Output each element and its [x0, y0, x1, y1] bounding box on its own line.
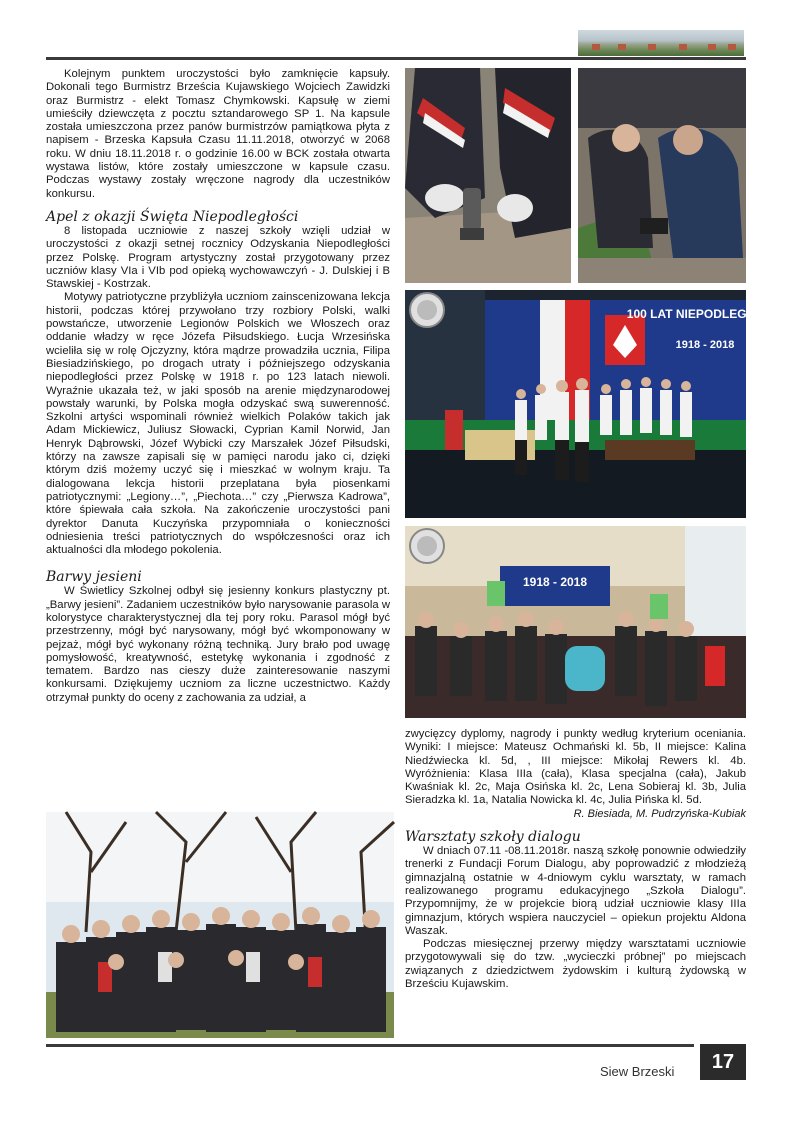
stage-banner-text: 100 LAT NIEPODLEGŁOŚCI — [626, 307, 784, 321]
right-column — [405, 728, 746, 991]
apel-paragraph-2: Motywy patriotyczne przybliżyła uczniom zainscenizowana lekcja historii, podczas której przywołano trzy rozbiory Polski, walki powstańcze, utworzenie Legionów Polskich we Włoszech oraz oddanie władzy w ręce Józefa Piłsudskiego. Łucja Wrzesińska wcieliła się w rolę Ojczyzny, która mądrze prowadziła ucznia, Filipa Biesiadzińskiego, po drogach utraty i późniejszego odzyskania niepodległości przez Polskę w 1918 r. po 123 latach niewoli. Wyraźnie ukazała też, w jaki sposób na arenie międzynarodowej powstały warunki, by Polska mogła odzyskać swą suwerenność. Szkolni artyści wspominali również wielkich Polaków takich jak Adam Mickiewicz, Juliusz Słowacki, Cyprian Kamil Norwid, Jan Henryk Dąbrowski, Józef Wybicki czy Marszałek Józef Piłsudski, którzy na zawsze zapisali się w pamięci narodu jako ci, dzięki którym dziś możemy uczyć się i mieszkać w wolnym kraju. Ta dialogowana lekcja historii przeplatana była piosenkami patriotycznymi: „Legiony…”, „Piechota…” czy „Pierwsza Kadrowa”, które śpiewała cała szkoła. Na zakończenie uroczystości pani dyrektor Danuta Kuczyńska przypomniała o konieczności odniesienia treści patriotycznych do współczesności oraz ich aktualności dla młodego pokolenia. — [46, 291, 390, 557]
barwy-paragraph-1: W Świetlicy Szkolnej odbył się jesienny konkurs plastyczny pt. „Barwy jesieni”. Zadaniem uczestników było narysowanie parasola w kolorystyce charakterystycznej dla tej pory roku. Parasol mógł być przestrzenny, mógł być narysowany, mógł być wkomponowany w pejzaż, mógł być wykonany różną techniką. Jury brało pod uwagę pomysłowość, kreatywność, estetykę wykonania i zgodność z tematem. Bardzo nas cieszy duże zainteresowanie naszymi konkursami. Dziękujemy uczniom za liczne uczestnictwo. Każdy otrzymał punkty do oceny z zachowania za udział, a — [46, 585, 390, 704]
header-town-photo — [578, 30, 744, 56]
photo-class-winners — [405, 526, 746, 718]
photo-group-outdoors — [46, 812, 394, 1038]
apel-heading: Apel z okazji Święta Niepodległości — [46, 208, 299, 225]
intro-paragraph: Kolejnym punktem uroczystości było zamknięcie kapsuły. Dokonali tego Burmistrz Brześcia Kujawskiego Wojciech Zawidzki oraz Burmistrz - elekt Tomasz Chymkowski. Kapsułę w ziemi umieściły dziewczęta z pocztu sztandarowego SP 1. Na kapsule została umieszczona przez panów burmistrzów pamiątkowa płyta z napisem - Brzeska Kapsuła Czasu 11.11.2018, otworzyć w 2068 roku. W dniu 18.11.2018 r. o godzinie 16.00 w BCK została otwarta wystawa listów, które zostały umieszczone w kapsule czasu. Podczas wystawy zostały wręczone nagrody dla uczestników konkursu. — [46, 68, 390, 200]
bottom-rule — [46, 1044, 694, 1047]
left-column — [46, 68, 390, 705]
stage-years-text: 1918 - 2018 — [675, 339, 735, 351]
publication-name: Siew Brzeski — [600, 1064, 675, 1079]
class-banner-text: 1918 - 2018 — [522, 575, 588, 589]
warsztaty-heading: Warsztaty szkoły dialogu — [405, 829, 581, 846]
top-rule — [46, 57, 746, 60]
photo-capsule-girls — [405, 68, 571, 283]
apel-paragraph-1: 8 listopada uczniowie z naszej szkoły wzięli udział w uroczystości z okazji setnej rocznicy Odzyskania Niepodległości przez Polskę. Program artystyczny został przygotowany przez uczniów klasy VIa i VIb pod opieką wychowawczyń - J. Dulskiej i B Stawskiej - Kostrzak. — [46, 224, 390, 291]
warsztaty-paragraph-2: Podczas miesięcznej przerwy między warsztatami uczniowie przygotowywali się do tzw. „wycieczki próbnej” po miejscach związanych z dziedzictwem żydowskim i kulturą żydowską w Brześciu Kujawskim. — [405, 938, 746, 991]
barwy-heading: Barwy jesieni — [46, 569, 142, 586]
results-author: R. Biesiada, M. Pudrzyńska-Kubiak — [573, 807, 746, 820]
photo-capsule-mayors — [578, 68, 746, 283]
results-paragraph: zwycięzcy dyplomy, nagrody i punkty według kryterium oceniania. Wyniki: I miejsce: Mateusz Ochmański kl. 5b, II miejsce: Kalina Niedźwiecka kl. 5d, , III miejsce: Mikołaj Rewers kl. 4b. Wyróżnienia: Klasa IIIa (cała), Klasa specjalna (cała), Jakub Kwaśniak kl. 2c, Maja Osińska kl. 2c, Lena Sobieraj kl. 3b, Julia Sieradzka kl. 1a, Natalia Nowicka kl. 4c, Julia Pińska kl. 5d. — [405, 728, 746, 807]
page-number: 17 — [700, 1044, 746, 1080]
warsztaty-paragraph-1: W dniach 07.11 -08.11.2018r. naszą szkołę ponownie odwiedziły trenerki z Fundacji Forum Dialogu, aby poprowadzić z młodzieżą gimnazjalną ostatnie w 4-dniowym cyklu warsztaty, w ramach realizowanego programu edukacyjnego „Szkoła Dialogu”. Przypomnijmy, że w projekcie biorą udział uczniowie klasy IIIa gimnazjum, których wspiera nauczyciel – opiekun projektu Aldona Waszak. — [405, 845, 746, 937]
photo-stage-performance — [405, 290, 784, 518]
